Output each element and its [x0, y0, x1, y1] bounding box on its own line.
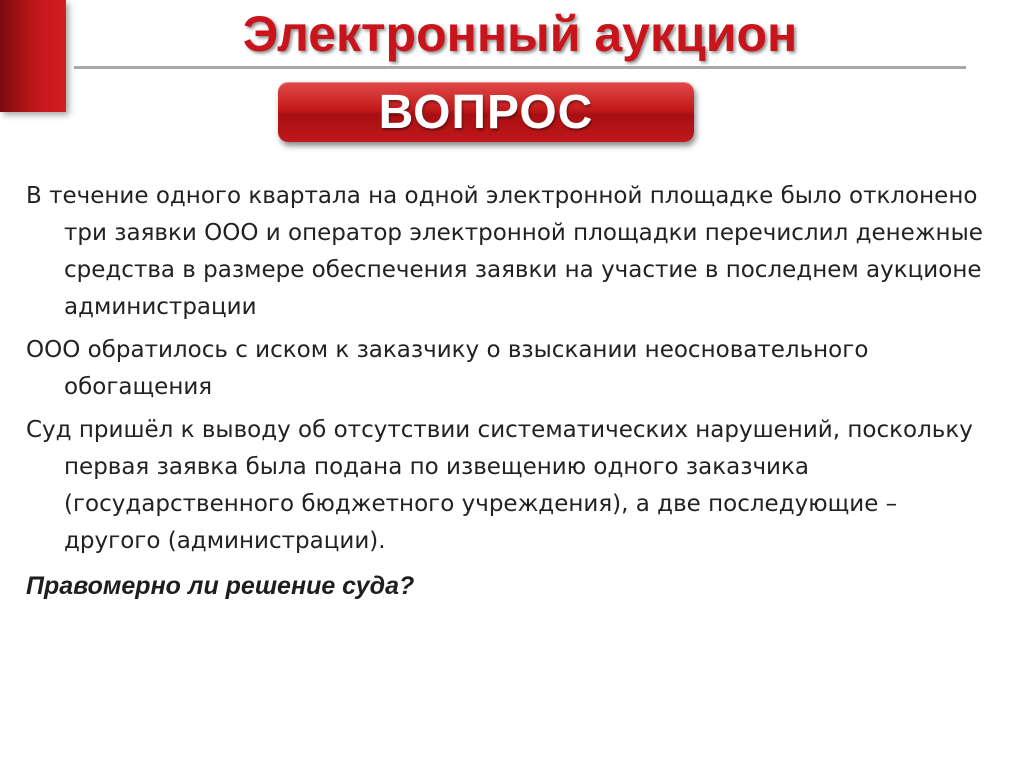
question-badge	[278, 82, 694, 142]
question-badge-label: ВОПРОС	[378, 85, 594, 139]
corner-accent-bar	[0, 0, 66, 112]
paragraph-1: В течение одного квартала на одной электронной площадке было отклонено три заявки ООО и оператор электронной площадки перечислил денежные средства в размере обеспечения заявки на участие в последнем аукционе администрации	[26, 183, 983, 320]
paragraph-3: Суд пришёл к выводу об отсутствии систематических нарушений, поскольку первая заявка была подана по извещению одного заказчика (государственного бюджетного учреждения), а две последующие – другого (администрации).	[26, 417, 973, 554]
title-divider	[74, 66, 966, 69]
slide-body	[26, 178, 986, 606]
question-text: Правомерно ли решение суда?	[26, 572, 415, 600]
paragraph-2: ООО обратилось с иском к заказчику о взыскании неосновательного обогащения	[26, 337, 869, 400]
slide-title: Электронный аукцион	[242, 6, 798, 62]
